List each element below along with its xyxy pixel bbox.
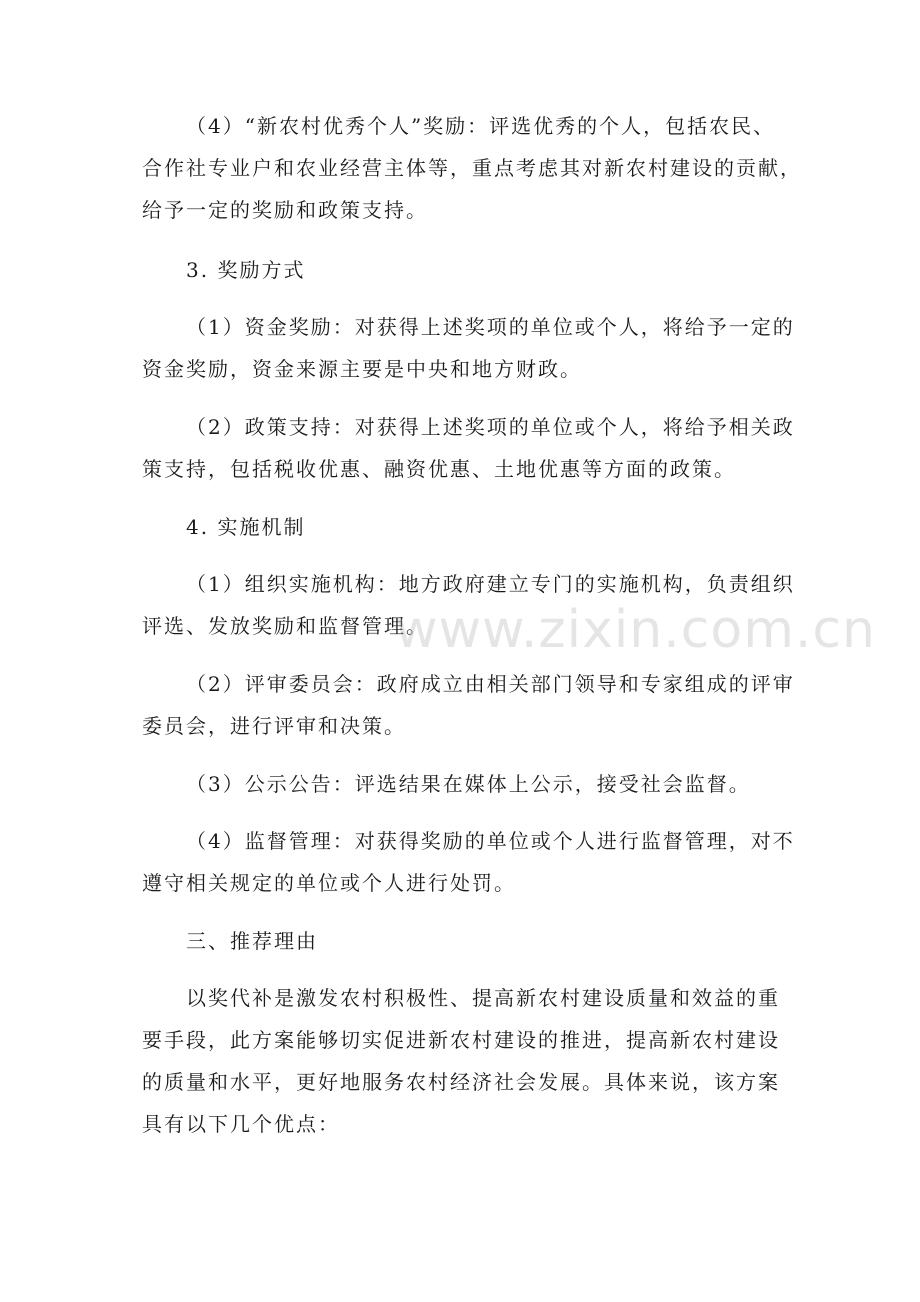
heading-recommendation-reasons: [142, 920, 778, 962]
text-line: 资金奖励，资金来源主要是中央和地方财政。: [142, 357, 582, 381]
text-line: 给予一定的奖励和政策支持。: [142, 198, 428, 222]
text-line: 委员会，进行评审和决策。: [142, 714, 406, 738]
paragraph-policy-support: [142, 406, 795, 490]
heading-reward-method: [142, 249, 778, 291]
section-heading: 4. 实施机制: [186, 515, 306, 539]
text-line: （4）监督管理：对获得奖励的单位或个人进行监督管理，对不: [186, 829, 795, 853]
text-line: 的质量和水平，更好地服务农村经济社会发展。具体来说，该方案: [142, 1070, 780, 1094]
text-line: 具有以下几个优点：: [142, 1112, 340, 1136]
heading-implementation-mechanism: [142, 506, 778, 548]
text-line: 策支持，包括税收优惠、融资优惠、土地优惠等方面的政策。: [142, 457, 736, 481]
text-line: （2）评审委员会：政府成立由相关部门领导和专家组成的评审: [186, 672, 795, 696]
paragraph-public-notice: [142, 763, 778, 805]
text-line: 评选、发放奖励和监督管理。: [142, 614, 428, 638]
section-heading: 3. 奖励方式: [186, 258, 306, 282]
text-line: （2）政策支持：对获得上述奖项的单位或个人，将给予相关政: [186, 415, 795, 439]
text-line: 要手段，此方案能够切实促进新农村建设的推进，提高新农村建设: [142, 1028, 780, 1052]
text-line: （3）公示公告：评选结果在媒体上公示，接受社会监督。: [186, 772, 751, 796]
text-line: （4）“新农村优秀个人”奖励：评选优秀的个人，包括农民、: [186, 114, 776, 138]
text-line: 合作社专业户和农业经营主体等，重点考虑其对新农村建设的贡献，: [142, 156, 802, 180]
section-heading: 三、推荐理由: [186, 929, 318, 953]
text-line: （1）组织实施机构：地方政府建立专门的实施机构，负责组织: [186, 572, 795, 596]
paragraph-review-committee: [142, 663, 795, 747]
paragraph-implementing-agency: [142, 563, 795, 647]
watermark: www.zixin.com.cn: [395, 600, 876, 660]
paragraph-reasons: [142, 977, 778, 1145]
paragraph-supervision: [142, 820, 795, 904]
text-line: 遵守相关规定的单位或个人进行处罚。: [142, 871, 516, 895]
paragraph-fund-reward: [142, 306, 795, 390]
text-line: （1）资金奖励：对获得上述奖项的单位或个人，将给予一定的: [186, 315, 795, 339]
text-line: 以奖代补是激发农村积极性、提高新农村建设质量和效益的重: [186, 986, 780, 1010]
paragraph-excellent-individual-award: [142, 105, 802, 231]
